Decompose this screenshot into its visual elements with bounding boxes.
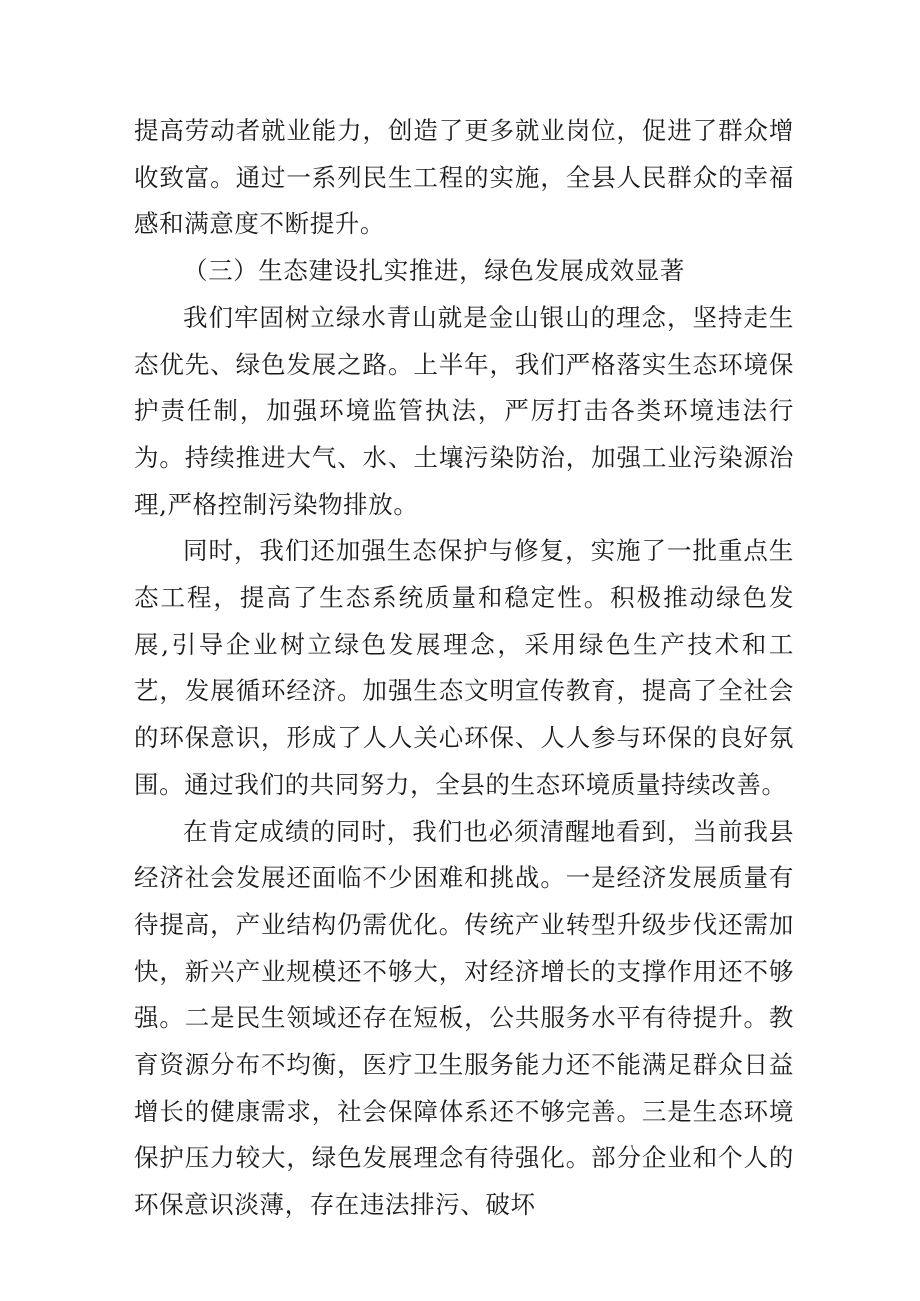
- paragraph-continued: 提高劳动者就业能力，创造了更多就业岗位，促进了群众增收致富。通过一系列民生工程的实施，全县人民群众的幸福感和满意度不断提升。: [134, 116, 794, 239]
- paragraph-eco-1: 我们牢固树立绿水青山就是金山银山的理念，坚持走生态优先、绿色发展之路。上半年，我们严格落实生态环境保护责任制，加强环境监管执法，严厉打击各类环境违法行为。持续推进大气、水、土壤污染防治，加强工业污染源治理,严格控制污染物排放。: [134, 302, 794, 519]
- document-body: [134, 108, 794, 1229]
- paragraph-eco-2: 同时，我们还加强生态保护与修复，实施了一批重点生态工程，提高了生态系统质量和稳定性。积极推动绿色发展,引导企业树立绿色发展理念，采用绿色生产技术和工艺，发展循环经济。加强生态文明宣传教育，提高了全社会的环保意识，形成了人人关心环保、人人参与环保的良好氛围。通过我们的共同努力，全县的生态环境质量持续改善。: [134, 536, 794, 799]
- section-heading: （三）生态建设扎实推进，绿色发展成效显著: [183, 256, 685, 286]
- paragraph-challenges: 在肯定成绩的同时，我们也必须清醒地看到，当前我县经济社会发展还面临不少困难和挑战。一是经济发展质量有待提高，产业结构仍需优化。传统产业转型升级步伐还需加快，新兴产业规模还不够大，对经济增长的支撑作用还不够强。二是民生领域还存在短板，公共服务水平有待提升。教育资源分布不均衡，医疗卫生服务能力还不能满足群众日益增长的健康需求，社会保障体系还不够完善。三是生态环境保护压力较大，绿色发展理念有待强化。部分企业和个人的环保意识淡薄，存在违法排污、破坏: [134, 816, 794, 1220]
